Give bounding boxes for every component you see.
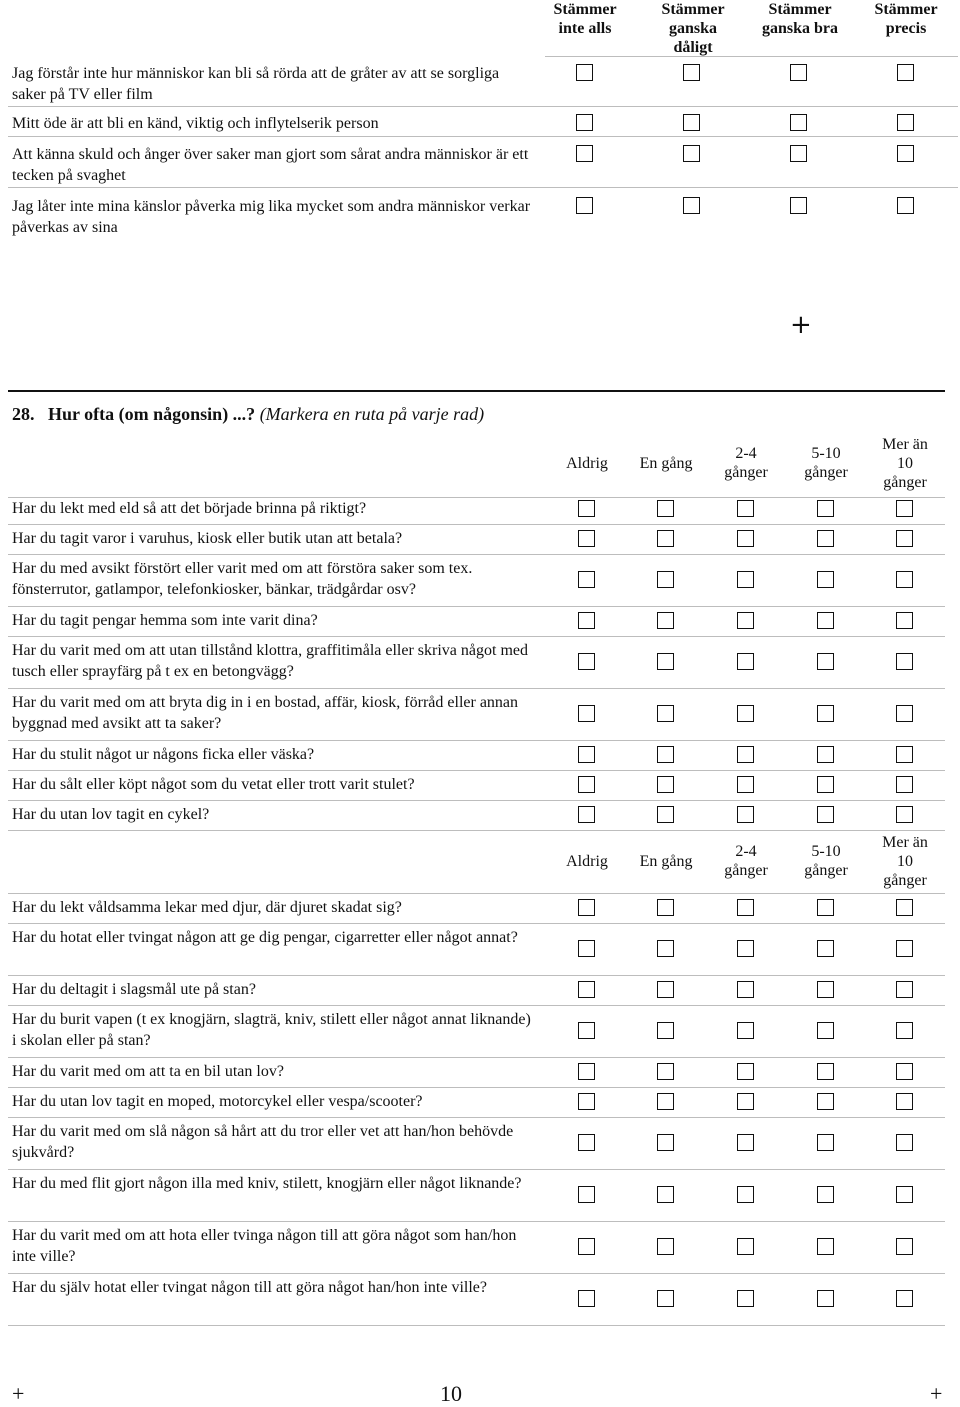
s1-header-not-at-all: Stämmer inte alls — [553, 1, 617, 37]
s2b-checkbox[interactable] — [578, 1186, 595, 1203]
s1-checkbox[interactable] — [790, 197, 807, 214]
s2b-checkbox[interactable] — [817, 1238, 834, 1255]
s2a-statement: Har du lekt med eld så att det började brinna på riktigt? — [12, 500, 367, 517]
footer-mark-right: + — [930, 1381, 943, 1406]
s2a-checkbox[interactable] — [657, 746, 674, 763]
s2a-checkbox[interactable] — [896, 746, 913, 763]
s1-checkbox[interactable] — [790, 145, 807, 162]
s2b-checkbox[interactable] — [737, 899, 754, 916]
s2b-top-divider — [8, 893, 945, 894]
s1-checkbox[interactable] — [683, 145, 700, 162]
s2a-statement: Har du tagit varor i varuhus, kiosk eller butik utan att betala? — [12, 530, 403, 547]
s2b-checkbox[interactable] — [896, 1238, 913, 1255]
s2a-checkbox[interactable] — [657, 571, 674, 588]
s1-checkbox[interactable] — [790, 114, 807, 131]
s2b-checkbox[interactable] — [817, 940, 834, 957]
s2b-checkbox[interactable] — [737, 1093, 754, 1110]
question-instruction: (Markera en ruta på varje rad) — [259, 404, 485, 424]
s2b-checkbox[interactable] — [896, 981, 913, 998]
s2b-statement: Har du varit med om att hota eller tvinga någon till att göra något som han/hon inte ville? — [12, 1227, 517, 1265]
s2a-checkbox[interactable] — [817, 705, 834, 722]
s1-checkbox[interactable] — [576, 197, 593, 214]
s2b-checkbox[interactable] — [896, 1134, 913, 1151]
s2a-header: 2-4 gånger — [724, 445, 768, 481]
s2a-checkbox[interactable] — [817, 500, 834, 517]
s2b-checkbox[interactable] — [817, 1134, 834, 1151]
s2b-checkbox[interactable] — [578, 899, 595, 916]
s2a-checkbox[interactable] — [578, 530, 595, 547]
s1-statement: Att känna skuld och ånger över saker man gjort som sårat andra människor är ett tecken på svaghet — [12, 146, 529, 184]
s2a-checkbox[interactable] — [896, 571, 913, 588]
s2a-checkbox[interactable] — [578, 705, 595, 722]
s2a-checkbox[interactable] — [578, 776, 595, 793]
s2b-checkbox[interactable] — [578, 1093, 595, 1110]
s2a-checkbox[interactable] — [657, 653, 674, 670]
s1-checkbox[interactable] — [683, 197, 700, 214]
s2a-checkbox[interactable] — [817, 806, 834, 823]
s1-checkbox[interactable] — [683, 114, 700, 131]
s1-header-exactly: Stämmer precis — [874, 1, 938, 37]
s2a-checkbox[interactable] — [578, 806, 595, 823]
s2b-checkbox[interactable] — [817, 1186, 834, 1203]
s2b-checkbox[interactable] — [817, 899, 834, 916]
s2a-checkbox[interactable] — [896, 530, 913, 547]
s2a-checkbox[interactable] — [578, 653, 595, 670]
s2b-statement: Har du utan lov tagit en moped, motorcykel eller vespa/scooter? — [12, 1093, 423, 1110]
s2a-checkbox[interactable] — [657, 530, 674, 547]
s2a-checkbox[interactable] — [737, 705, 754, 722]
s2b-checkbox[interactable] — [578, 1063, 595, 1080]
s2b-checkbox[interactable] — [817, 1093, 834, 1110]
s1-header-divider — [545, 56, 958, 57]
s2b-checkbox[interactable] — [896, 1022, 913, 1039]
s2b-row-divider — [8, 1117, 945, 1118]
page-number: 10 — [440, 1381, 462, 1406]
question-text: Hur ofta (om någonsin) ...? — [48, 404, 256, 424]
s1-checkbox[interactable] — [576, 145, 593, 162]
s2a-checkbox[interactable] — [657, 612, 674, 629]
s2a-checkbox[interactable] — [578, 746, 595, 763]
s2b-checkbox[interactable] — [578, 940, 595, 957]
question-title — [12, 404, 484, 425]
s2b-checkbox[interactable] — [578, 981, 595, 998]
s2b-checkbox[interactable] — [737, 1186, 754, 1203]
s2a-row-divider — [8, 740, 945, 741]
s1-checkbox[interactable] — [683, 64, 700, 81]
s2a-checkbox[interactable] — [896, 500, 913, 517]
s2b-statement: Har du med flit gjort någon illa med kniv, stilett, knogjärn eller något liknande? — [12, 1175, 522, 1192]
s2b-checkbox[interactable] — [737, 940, 754, 957]
footer-mark-left: + — [12, 1381, 25, 1406]
s2b-header: Mer än 10 gånger — [882, 834, 928, 889]
s2a-checkbox[interactable] — [657, 500, 674, 517]
s2b-checkbox[interactable] — [817, 981, 834, 998]
s2a-statement: Har du utan lov tagit en cykel? — [12, 806, 210, 823]
s2a-statement: Har du varit med om att bryta dig in i en bostad, affär, kiosk, förråd eller annan byggnad med avsikt att ta saker? — [12, 694, 519, 732]
s2b-checkbox[interactable] — [578, 1022, 595, 1039]
s2b-statement: Har du varit med om att ta en bil utan lov? — [12, 1063, 284, 1080]
s2b-statement: Har du deltagit i slagsmål ute på stan? — [12, 981, 256, 998]
s2b-checkbox[interactable] — [817, 1022, 834, 1039]
s2a-checkbox[interactable] — [657, 806, 674, 823]
s2a-row-divider — [8, 830, 945, 831]
s2b-checkbox[interactable] — [896, 1093, 913, 1110]
s2a-checkbox[interactable] — [737, 530, 754, 547]
s2a-header: Aldrig — [566, 455, 608, 472]
s2b-statement: Har du lekt våldsamma lekar med djur, där djuret skadat sig? — [12, 899, 402, 916]
s2a-checkbox[interactable] — [737, 612, 754, 629]
s2b-row-divider — [8, 1273, 945, 1274]
s2b-checkbox[interactable] — [737, 981, 754, 998]
s2b-row-divider — [8, 1005, 945, 1006]
s2b-checkbox[interactable] — [578, 1290, 595, 1307]
s2b-checkbox[interactable] — [657, 1093, 674, 1110]
s2a-row-divider — [8, 554, 945, 555]
s2a-checkbox[interactable] — [896, 653, 913, 670]
s1-row-divider — [8, 187, 958, 188]
s2b-checkbox[interactable] — [737, 1290, 754, 1307]
s2b-checkbox[interactable] — [657, 1134, 674, 1151]
s1-checkbox[interactable] — [897, 197, 914, 214]
s2b-header: En gång — [639, 853, 693, 870]
s2b-header: Aldrig — [566, 853, 608, 870]
s2a-checkbox[interactable] — [737, 776, 754, 793]
s2a-checkbox[interactable] — [817, 653, 834, 670]
s2a-checkbox[interactable] — [817, 530, 834, 547]
s2a-header: 5-10 gånger — [804, 445, 848, 481]
s2b-checkbox[interactable] — [737, 1063, 754, 1080]
s2a-checkbox[interactable] — [896, 776, 913, 793]
s2b-checkbox[interactable] — [896, 940, 913, 957]
s2a-checkbox[interactable] — [737, 500, 754, 517]
s2b-checkbox[interactable] — [737, 1238, 754, 1255]
question-number: 28. — [12, 404, 35, 424]
s2b-checkbox[interactable] — [578, 1134, 595, 1151]
s2a-checkbox[interactable] — [737, 653, 754, 670]
s2b-row-divider — [8, 1221, 945, 1222]
s2a-row-divider — [8, 800, 945, 801]
s2b-checkbox[interactable] — [657, 1022, 674, 1039]
s1-header-rather-well: Stämmer ganska bra — [761, 1, 839, 37]
s2b-row-divider — [8, 1087, 945, 1088]
s2a-checkbox[interactable] — [896, 612, 913, 629]
s2a-checkbox[interactable] — [578, 571, 595, 588]
s2b-header: 2-4 gånger — [724, 843, 768, 879]
s1-row-divider — [8, 106, 958, 107]
s2a-checkbox[interactable] — [657, 776, 674, 793]
s1-checkbox[interactable] — [897, 114, 914, 131]
s2b-checkbox[interactable] — [737, 1134, 754, 1151]
s2a-checkbox[interactable] — [817, 746, 834, 763]
s2a-checkbox[interactable] — [817, 571, 834, 588]
s1-checkbox[interactable] — [897, 64, 914, 81]
s2a-checkbox[interactable] — [657, 705, 674, 722]
s2b-checkbox[interactable] — [896, 1186, 913, 1203]
s2a-checkbox[interactable] — [817, 776, 834, 793]
s2b-row-divider — [8, 923, 945, 924]
s1-statement: Mitt öde är att bli en känd, viktig och inflytelserik person — [12, 115, 379, 132]
s2b-checkbox[interactable] — [896, 1290, 913, 1307]
s2a-checkbox[interactable] — [737, 746, 754, 763]
s2b-row-divider — [8, 975, 945, 976]
s2b-checkbox[interactable] — [657, 1290, 674, 1307]
s2a-checkbox[interactable] — [817, 612, 834, 629]
crosshair-mark: + — [790, 310, 812, 340]
s2a-row-divider — [8, 688, 945, 689]
s1-header-rather-poorly: Stämmer ganska dåligt — [661, 1, 725, 56]
s2b-checkbox[interactable] — [817, 1063, 834, 1080]
s1-row-divider — [8, 136, 958, 137]
s2a-row-divider — [8, 606, 945, 607]
section-divider — [8, 390, 945, 392]
s2b-checkbox[interactable] — [578, 1238, 595, 1255]
s2a-checkbox[interactable] — [896, 705, 913, 722]
s2b-row-divider — [8, 1057, 945, 1058]
s2a-checkbox[interactable] — [578, 500, 595, 517]
s2b-row-divider — [8, 1325, 945, 1326]
s1-checkbox[interactable] — [576, 114, 593, 131]
s2b-statement: Har du varit med om slå någon så hårt att du tror eller vet att han/hon behövde sjukvård? — [12, 1123, 514, 1161]
s2a-row-divider — [8, 636, 945, 637]
s2b-statement: Har du burit vapen (t ex knogjärn, slagträ, kniv, stilett eller något annat liknande) i skolan eller på stan? — [12, 1011, 531, 1049]
s2b-header: 5-10 gånger — [804, 843, 848, 879]
s2b-checkbox[interactable] — [817, 1290, 834, 1307]
s2a-statement: Har du tagit pengar hemma som inte varit dina? — [12, 612, 318, 629]
s2b-checkbox[interactable] — [657, 1186, 674, 1203]
s2a-row-divider — [8, 524, 945, 525]
s2b-checkbox[interactable] — [657, 940, 674, 957]
s2a-statement: Har du med avsikt förstört eller varit med om att förstöra saker som tex. fönsterrutor, gatlampor, telefonkiosker, bänkar, trädgårdar osv? — [12, 560, 473, 598]
s2b-checkbox[interactable] — [657, 1063, 674, 1080]
s2b-checkbox[interactable] — [737, 1022, 754, 1039]
s2a-row-divider — [8, 770, 945, 771]
s2b-checkbox[interactable] — [896, 1063, 913, 1080]
s2b-row-divider — [8, 1169, 945, 1170]
s1-checkbox[interactable] — [897, 145, 914, 162]
s2b-checkbox[interactable] — [657, 981, 674, 998]
s2a-header: En gång — [639, 455, 693, 472]
s2a-checkbox[interactable] — [896, 806, 913, 823]
s2b-statement: Har du själv hotat eller tvingat någon till att göra något han/hon inte ville? — [12, 1279, 487, 1296]
s2a-checkbox[interactable] — [737, 806, 754, 823]
s1-statement: Jag låter inte mina känslor påverka mig lika mycket som andra människor verkar påverkas av sina — [12, 198, 531, 236]
s1-checkbox[interactable] — [576, 64, 593, 81]
s1-statement: Jag förstår inte hur människor kan bli så rörda att de gråter av att se sorgliga saker på TV eller film — [12, 65, 500, 103]
s2a-statement: Har du sålt eller köpt något som du vetat eller trott varit stulet? — [12, 776, 415, 793]
s2a-checkbox[interactable] — [578, 612, 595, 629]
s1-checkbox[interactable] — [790, 64, 807, 81]
s2b-statement: Har du hotat eller tvingat någon att ge dig pengar, cigarretter eller något annat? — [12, 929, 518, 946]
s2b-checkbox[interactable] — [657, 899, 674, 916]
s2b-checkbox[interactable] — [657, 1238, 674, 1255]
s2a-checkbox[interactable] — [737, 571, 754, 588]
s2a-statement: Har du stulit något ur någons ficka eller väska? — [12, 746, 315, 763]
s2a-header: Mer än 10 gånger — [882, 436, 928, 491]
s2a-statement: Har du varit med om att utan tillstånd klottra, graffitimåla eller skriva något med tusch eller sprayfärg på t ex en betongvägg? — [12, 642, 528, 680]
s2b-checkbox[interactable] — [896, 899, 913, 916]
